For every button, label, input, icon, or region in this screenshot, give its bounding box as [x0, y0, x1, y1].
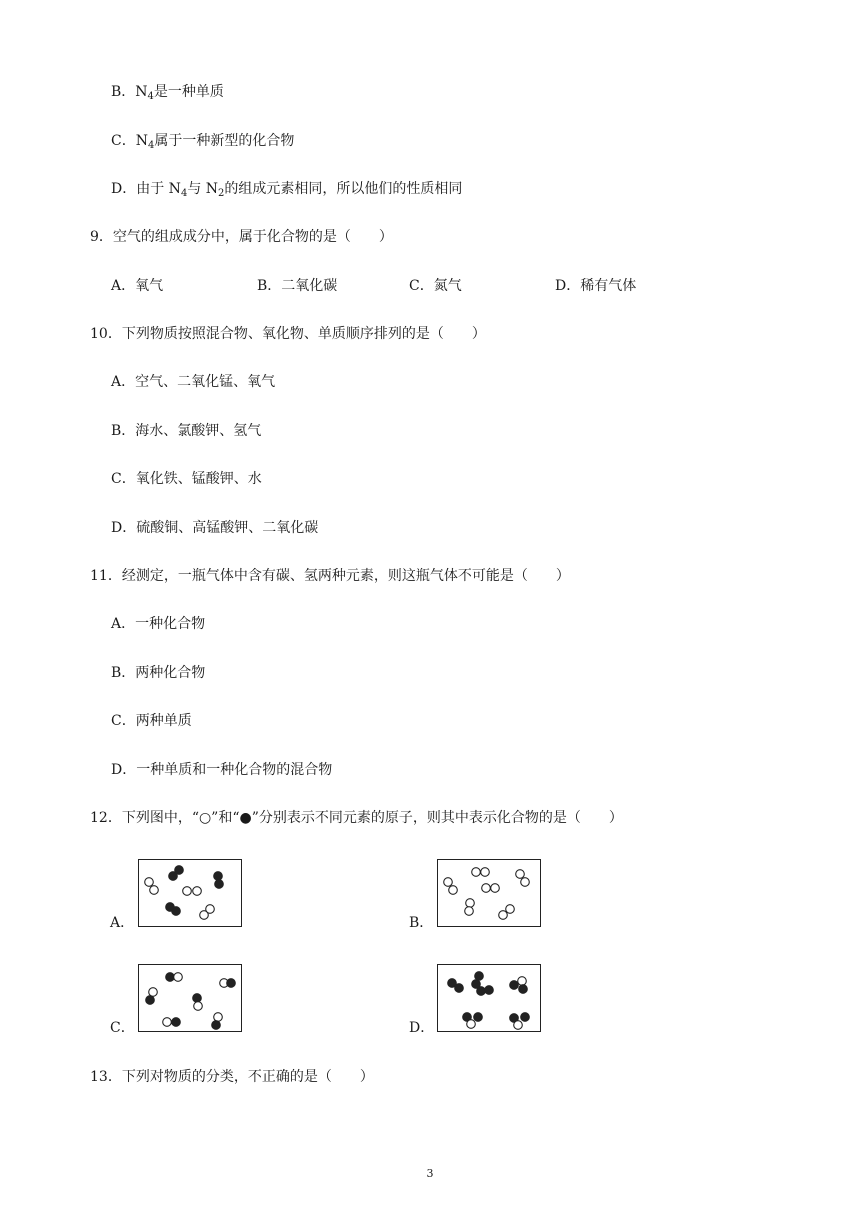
q8-option-d: D．由于 $N_4$与 $N_2$的组成元素相同，所以他们的性质相同 [111, 181, 463, 199]
q12-figure-a-label: A． [110, 915, 135, 931]
q12-stem: 12．下列图中，“○”和“●”分别表示不同元素的原子，则其中表示化合物的是（ ） [90, 810, 623, 826]
q10-option-b: B．海水、氯酸钾、氢气 [111, 423, 262, 439]
q10-stem: 10．下列物质按照混合物、氧化物、单质顺序排列的是（ ） [90, 326, 486, 342]
q12-figure-a [138, 859, 242, 927]
page-number: 3 [426, 1167, 434, 1180]
q9-option-d: D．稀有气体 [555, 278, 637, 294]
q11-option-a: A．一种化合物 [111, 616, 206, 632]
q13-stem: 13．下列对物质的分类，不正确的是（ ） [90, 1069, 374, 1085]
q11-option-d: D．一种单质和一种化合物的混合物 [111, 762, 333, 778]
q8-option-b: B．$N_4$是一种单质 [111, 84, 224, 102]
q9-option-a: A．氧气 [111, 278, 164, 294]
q10-option-c: C．氧化铁、锰酸钾、水 [111, 471, 262, 487]
q11-stem: 11．经测定，一瓶气体中含有碳、氢两种元素，则这瓶气体不可能是（ ） [90, 568, 570, 584]
q12-figure-b-label: B． [409, 915, 434, 931]
q8-option-c: C．$N_4$属于一种新型的化合物 [111, 133, 295, 151]
molecule-diagram-a [139, 860, 243, 928]
q9-option-c: C．氮气 [409, 278, 462, 294]
molecule-diagram-b [438, 860, 542, 928]
q12-figure-b [437, 859, 541, 927]
q11-option-b: B．两种化合物 [111, 665, 206, 681]
molecule-diagram-d [438, 965, 542, 1033]
q12-figure-d-label: D． [409, 1020, 435, 1036]
q9-stem: 9．空气的组成成分中，属于化合物的是（ ） [90, 229, 393, 245]
q11-option-c: C．两种单质 [111, 713, 192, 729]
q9-option-b: B．二氧化碳 [257, 278, 338, 294]
q12-figure-d [437, 964, 541, 1032]
q12-figure-c-label: C． [110, 1020, 135, 1036]
q10-option-d: D．硫酸铜、高锰酸钾、二氧化碳 [111, 520, 319, 536]
q10-option-a: A．空气、二氧化锰、氧气 [111, 374, 276, 390]
molecule-diagram-c [139, 965, 243, 1033]
q12-figure-c [138, 964, 242, 1032]
